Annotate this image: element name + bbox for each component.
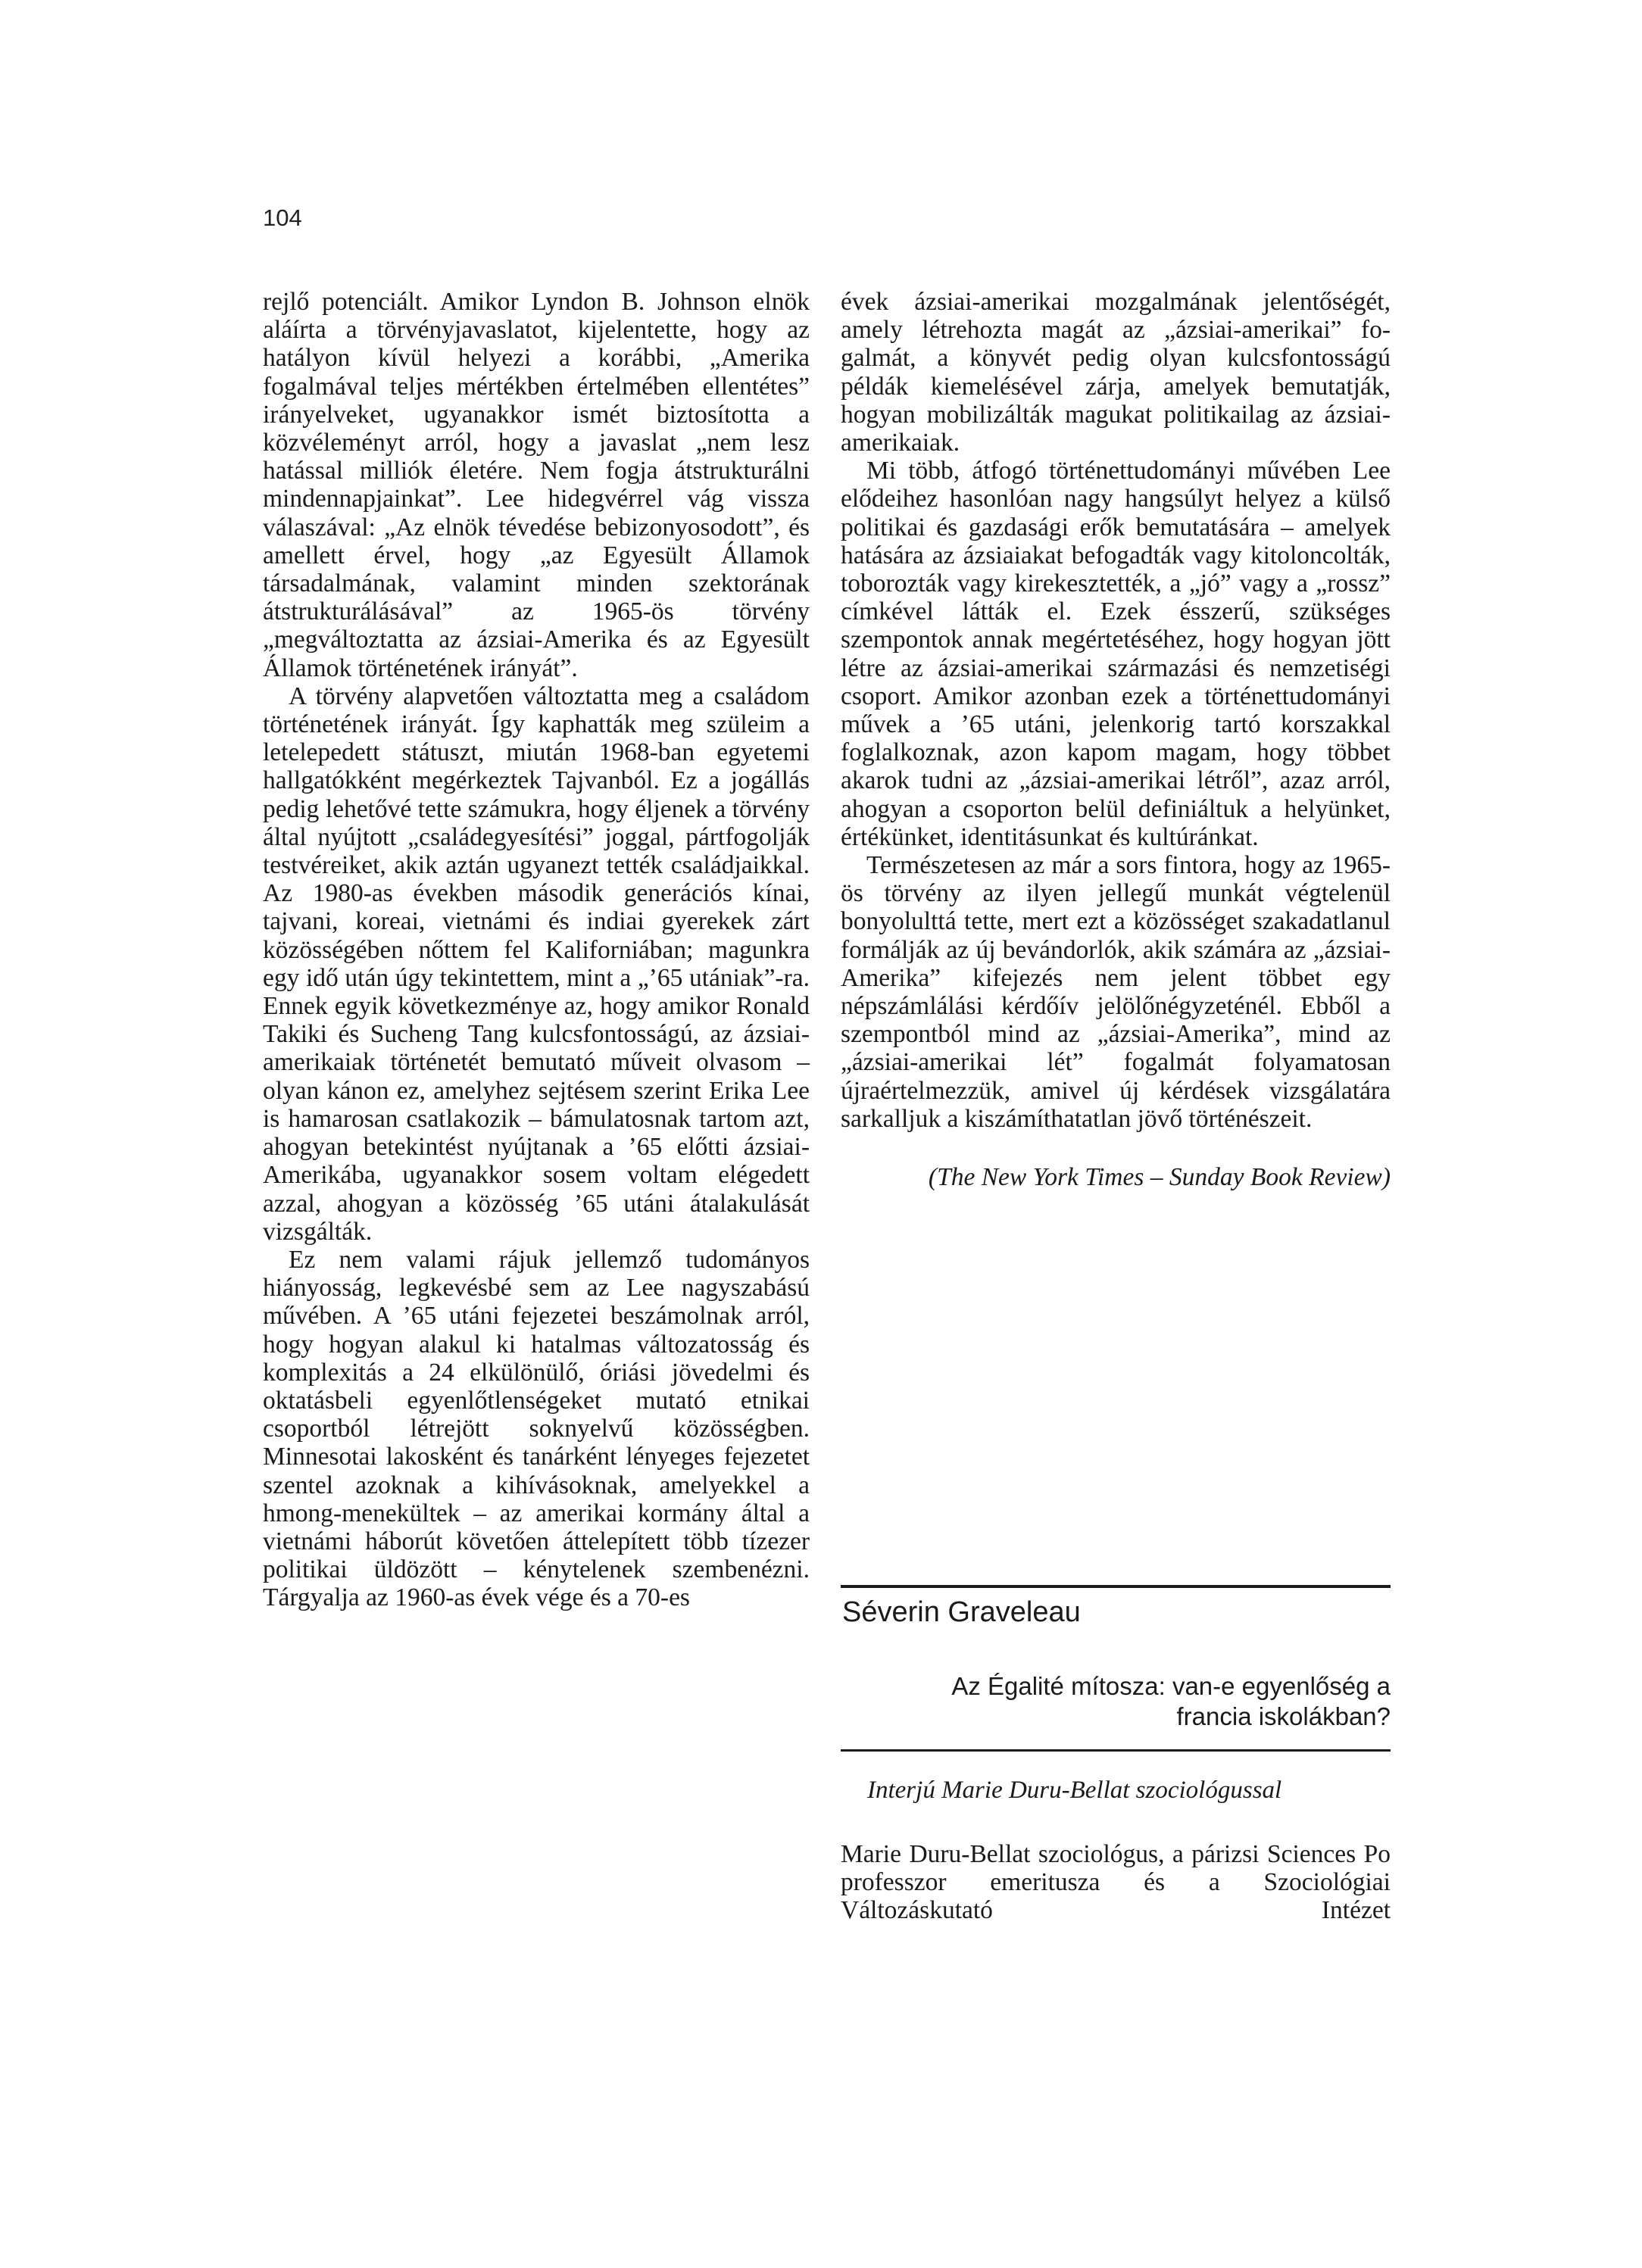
article-intro: Marie Duru-Bellat szociológus, a párizsi Sciences Po professzor emeritusza és a Szociológiai Változáskutató Intézet <box>841 1840 1391 1925</box>
left-column <box>263 288 810 1612</box>
right-paragraph-1: évek ázsiai-amerikai mozgalmának jelentőségét, amely létrehozta magát az „ázsiai-amerikai” fogalmát, a könyvét pedig olyan kulcsfontosságú példák kiemelésével zárja, amelyek bemutatják, hogyan mobilizálták magukat politikailag az ázsiai-amerikaiak. <box>841 288 1391 457</box>
right-column <box>841 288 1391 1191</box>
article-title-line-1: Az Égalité mítosza: van-e egyenlőség a <box>951 1672 1391 1700</box>
left-paragraph-2: A törvény alapvetően változtatta meg a családom történetének irányát. Így kaphatták meg szüleim a letelepedett státuszt, miután 1968-ban egyetemi hallgatókként megérkeztek Tajvanból. Ez a jogállás pedig lehetővé tette számukra, hogy éljenek a törvény által nyújtott „családegyesítési” joggal, pártfogolják testvéreiket, akik aztán ugyanezt tették családjaikkal. Az 1980-as években második generációs kínai, tajvani, koreai, vietnámi és indiai gyerekek zárt közösségében nőttem fel Kaliforniában; magunkra egy idő után úgy tekintettem, mint a „’65 utániak”-ra. Ennek egyik következménye az, hogy amikor Ronald Takiki és Sucheng Tang kulcsfontosságú, az ázsiai-amerikaiak történetét bemutató műveit olvasom – olyan kánon ez, amelyhez sejtésem szerint Erika Lee is hamarosan csatlakozik – bámulatosnak tartom azt, ahogyan betekintést nyújtanak a ’65 előtti ázsiai-Amerikába, ugyanakkor sosem voltam elégedett azzal, ahogyan a közösség ’65 utáni átalakulását vizsgálták. <box>263 682 810 1246</box>
article-source: (The New York Times – Sunday Book Review) <box>928 1163 1391 1192</box>
section-divider-top <box>841 1585 1391 1588</box>
article-title <box>841 1671 1391 1732</box>
article-title-line-2: francia iskolákban? <box>1176 1702 1391 1730</box>
left-paragraph-1: rejlő potenciált. Amikor Lyndon B. Johnson elnök aláírta a törvényjavaslatot, kijelentette, hogy az hatályon kívül helyezi a korábbi, „Amerika fogalmával teljes mértékben értelmében ellentétes” irányelveket, ugyanakkor ismét biztosította a közvéleményt arról, hogy a javaslat „nem lesz hatással milliók életére. Nem fogja átstrukturálni mindennapjainkat”. Lee hidegvérrel vág vissza válaszával: „Az elnök tévedése bebizonyosodott”, és amellett érvel, hogy „az Egyesült Államok társadalmának, valamint minden szektorának átstrukturálásával” az 1965-ös törvény „megváltoztatta az ázsiai-Amerika és az Egyesült Államok történetének irányát”. <box>263 288 810 682</box>
article-author: Séverin Graveleau <box>842 1596 1081 1628</box>
section-divider-bottom <box>841 1749 1391 1752</box>
page-number: 104 <box>263 204 302 231</box>
right-paragraph-3: Természetesen az már a sors fintora, hogy az 1965-ös törvény az ilyen jellegű munkát végtelenül bonyolulttá tette, mert ezt a közösséget szakadatlanul formálják az új bevándorlók, akik számára az „ázsiai-Amerika” kifejezés nem jelent többet egy népszámlálási kérdőív jelölőnégyzeténél. Ebből a szempontból mind az „ázsiai-Amerika”, mind az „ázsiai-amerikai lét” fogalmát folyamatosan újraértelmezzük, amivel új kérdések vizsgálatára sarkalljuk a kiszámíthatatlan jövő történészeit. <box>841 851 1391 1133</box>
right-paragraph-2: Mi több, átfogó történettudományi művében Lee elődeihez hasonlóan nagy hangsúlyt helyez a külső politikai és gazdasági erők bemutatására – amelyek hatására az ázsiaiakat befogadták vagy kitoloncolták, toborozták vagy kirekesztették, a „jó” vagy a „rossz” címkével látták el. Ezek ésszerű, szükséges szempontok annak megértetéséhez, hogy hogyan jött létre az ázsiai-amerikai származási és nemzetiségi csoport. Amikor azonban ezek a történettudományi művek a ’65 utáni, jelenkorig tartó korszakkal foglalkoznak, azon kapom magam, hogy többet akarok tudni az „ázsiai-amerikai létről”, azaz arról, ahogyan a csoporton belül definiáltuk a helyünket, értékünket, identitásunkat és kultúránkat. <box>841 457 1391 851</box>
left-paragraph-3: Ez nem valami rájuk jellemző tudományos hiányosság, legkevésbé sem az Lee nagyszabású művében. A ’65 utáni fejezetei beszámolnak arról, hogy hogyan alakul ki hatalmas változatosság és komplexitás a 24 elkülönülő, óriási jövedelmi és oktatásbeli egyenlőtlenségeket mutató etnikai csoportból létrejött soknyelvű közösségben. Minnesotai lakosként és tanárként lényeges fejezetet szentel azoknak a kihívásoknak, amelyekkel a hmong-menekültek – az amerikai kormány által a vietnámi háborút követően áttelepített több tízezer politikai üldözött – kénytelenek szembenézni. Tárgyalja az 1960-as évek vége és a 70-es <box>263 1245 810 1612</box>
article-subtitle: Interjú Marie Duru-Bellat szociológussal <box>867 1777 1282 1804</box>
